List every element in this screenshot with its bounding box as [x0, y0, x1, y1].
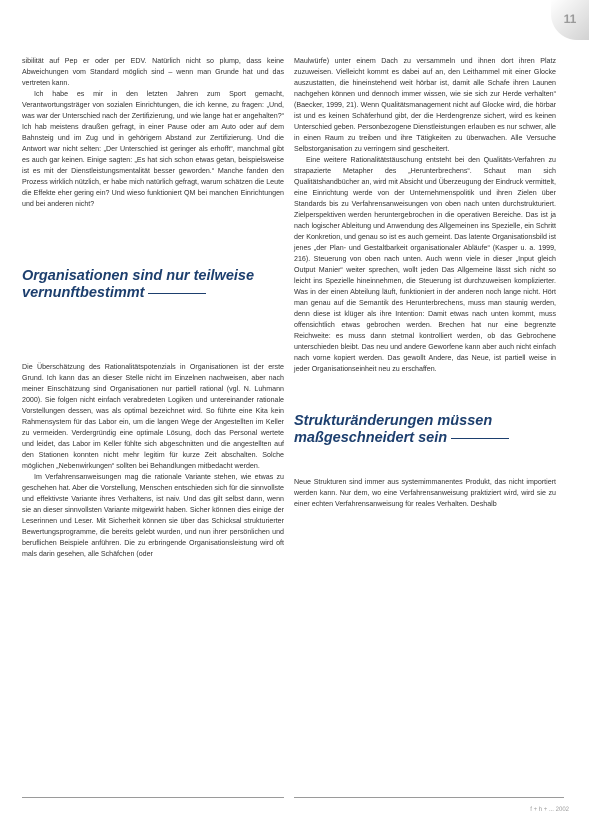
right-paragraph-1: Maulwürfe) unter einem Dach zu versammeln und ihnen dort ihren Platz zuzuweisen. Vielleicht kommt es dabei auf an, den Leithammel mit einer Glocke auszustatten, die hineinstehend weit hörbar ist, damit alle Schafe ihren Launen nachgehen können und dennoch immer wissen, wie sie sich zur Herde verhalten“ (Baecker, 1999, 21). Wenn Qualitätsmanagement nicht auf Glocke wird, die hörbar ist und es keinen Schäferhund gibt, der die Herdengrenze sichert, wird es keinen Unterschied geben. Personbezogene Dienstleistungen erlauben es nur schwer, alle in einen Raum zu treiben und ihre Tätigkeiten zu überwachen. Alle Versuche Selbstorganisation zu verringern sind gescheitert. — [294, 57, 556, 153]
left-paragraph-2: Ich habe es mir in den letzten Jahren zum Sport gemacht, Verantwortungsträger von sozialen Einrichtungen, die ich kenne, zu fragen: „Und, was war der Unterschied nach der Zertifizierung, und wie lange hat er angehalten?“ Ich hab meistens draußen gefragt, in einer Pause oder am Auto oder auf dem Bahnsteig und im Zug und in gehörigem Abstand zur Zertifizierung. Und die Antwort war nicht selten: „Der Unterschied ist geringer als erhofft“, manchmal gibt es auch gar keinen. Einige sagten: „Es hat sich schon etwas getan, beispielsweise ist es mit der Dienstleistungsmentalität besser geworden.“ Manche fanden den Prozess wirklich nützlich, er habe mich natürlich gefragt, warum schätzen die Leute die Effekte eher gering ein? Und wieso funktioniert QM bei manchen Einrichtungen und bei anderen nicht? — [22, 90, 284, 208]
footer-text: f + h + ... 2002 — [530, 807, 569, 813]
right-paragraph-3: Neue Strukturen sind immer aus systemimmanentes Produkt, das nicht importiert werden kann. Nur dem, wo eine Verfahrensanweisung praktiziert wird, wird sie zu einer echten Verfahrensanweisung für reales Verhalten. Deshalb — [294, 478, 556, 508]
page-number: 11 — [551, 0, 589, 40]
section-heading-rationality — [22, 268, 284, 302]
section-heading-structure — [294, 413, 556, 447]
bottom-rule-right — [294, 797, 564, 798]
right-column — [294, 56, 556, 510]
right-paragraph-2: Eine weitere Rationalitätstäuschung entsteht bei den Qualitäts-Verfahren zu strapazierte Metapher des „Herunterbrechens“. Schaut man sich Qualitätshandbücher an, wird mit Absicht und Überzeugung der Eindruck vermittelt, eine Einrichtung werde von der Unternehmenspolitik und ihren Zielen über Standards bis zu Verfahrensanweisungen von oben nach unten durchstrukturiert. Zielperspektiven werden heruntergebrochen in die operativen Bereiche. Das ist ja nach logischer Ableitung und Anwendung des Allgemeinen ins Spezielle, ein Schritt der Konkretion, und genau so ist es auch gemeint. Das latente Organisationsbild ist jenes „der Plan- und Gestaltbarkeit organisationaler Abläufe“ (Kasper u. a. 1999, 216). Steuerung von oben nach unten. Auch wenn viele in dieser „Input gleich Output Manier“ weiter sprechen, wollt jeden Das Allgemeine lässt sich nicht so leicht ins Spezielle hineinnehmen, die Steuerung ist durchzuweisen komplizierter. Was in der einen Abteilung läuft, funktioniert in der anderen noch lange nicht. Hört man genau auf die Semantik des Herunterbrechens, muss man staunig werden, denn diese ist klüger als ihre Intention: Damit etwas nach unten kommt, muss offensichtlich etwas gebrochen werden. Brechen hat nur eine begrenzte Reichweite: es muss dann stetmal kontrolliert werden, ob das Gebrochene unterschieden bleibt. Das neu und andere Geworfene kann aber auch nicht einfach nach vorne kopiert werden. Das gewollt Andere, das Neue, ist partiell weise in jeder Organisationseinheit neu zu erschaffen. — [294, 156, 556, 373]
heading-rule — [148, 293, 206, 294]
section-heading-structure-text: Strukturänderungen müssen maßgeschneidert sein — [294, 413, 493, 446]
left-paragraph-4: Im Verfahrensanweisungen mag die rationale Variante stehen, wie etwas zu geschehen hat. Aber die Vorstellung, Menschen entschieden sich für die sinnvollste und effektivste Variante ihres Verhaltens, ist naiv. Und das gilt selbst dann, wenn sie an dieser sinnvollsten Variante mitgewirkt haben. Sicher können dies einige der Leserinnen und Leser. Mit Sicherheit können sie über das Schicksal strukturierter Bewertungsprogramme, die bereits gelebt wurden, und nun ihrer persönlichen und beruflichen Beispiele anführen. Die zu erbringende Organisationsleistung wird oft mals darin gesehen, alle Schäfchen (oder — [22, 473, 284, 558]
left-column — [22, 56, 284, 560]
bottom-rule-left — [22, 797, 284, 798]
section-heading-rationality-text: Organisationen sind nur teilweise vernunftbestimmt — [22, 268, 255, 301]
left-paragraph-3: Die Überschätzung des Rationalitätspotenzials in Organisationen ist der erste Grund. Ich kann das an dieser Stelle nicht im Einzelnen nachweisen, aber nach meiner Einschätzung sind Organisationen nur partiell rational (vgl. N. Luhmann 2000). Sie folgen nicht einfach verabredeten Logiken und untereinander rationale Vorstellungen dessen, was als optimal bezeichnet wird. So führte eine Kita kein Rahmensystem für das Labor ein, um die langen Wege der Angestellten im Keller zu vermeiden. Verdergründig eine optimale Lösung, doch das Personal wertete und leidet, das Labor im Keller fühlte sich abgeschnitten und die angestellten auf den Stationen konnten nicht mehr legitim für kurze Zeit abschalten. Solche möglichen „Nebenwirkungen“ sollten bei Behandlungen mitbedacht werden. — [22, 363, 284, 470]
left-paragraph-1: sibilität auf Pep er oder per EDV. Natürlich nicht so plump, dass keine Abweichungen vom Standard möglich sind – wenn man Grunde hat und das vertreten kann. — [22, 57, 284, 87]
heading-rule — [451, 438, 509, 439]
